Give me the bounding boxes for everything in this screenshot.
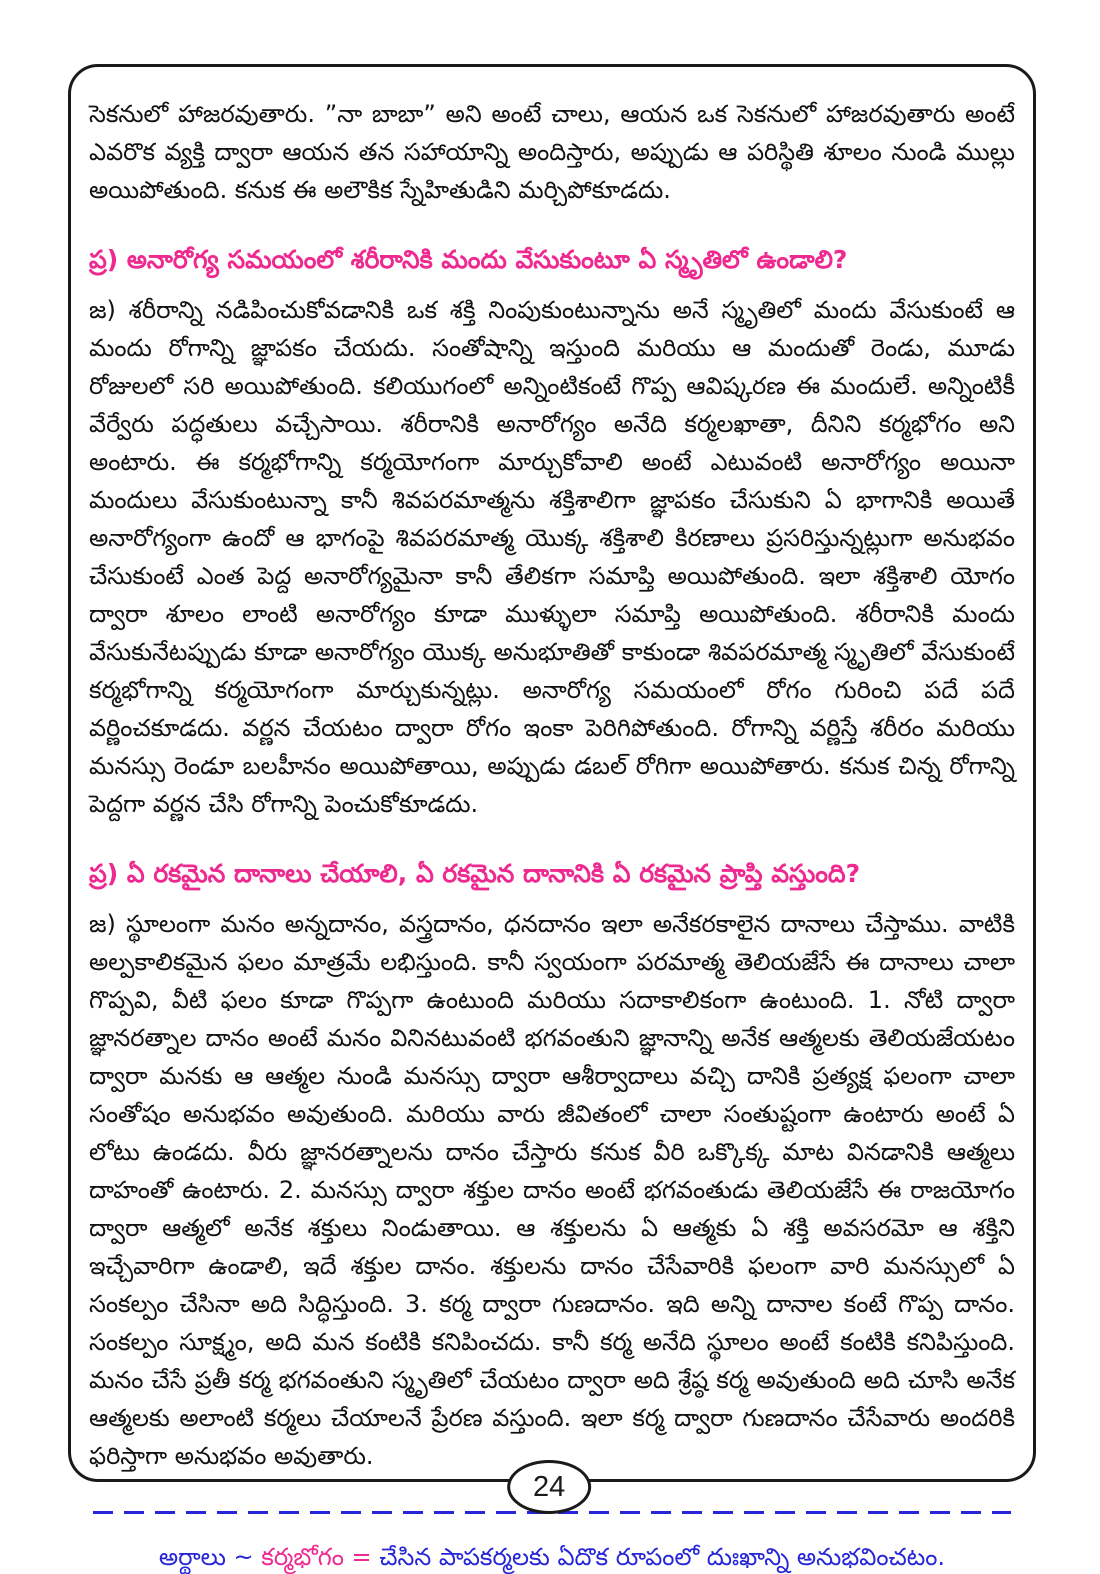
page-number-badge [507,1460,591,1514]
glossary-definition: చేసిన పాపకర్మలకు ఏదొక రూపంలో దుఃఖాన్ని అనుభవించటం. [379,1543,946,1571]
answer-2: జ) స్థూలంగా మనం అన్నదానం, వస్త్రదానం, ధనదానం ఇలా అనేకరకాలైన దానాలు చేస్తాము. వాటికి అల్పకాలికమైన ఫలం మాత్రమే లభిస్తుంది. కానీ స్వయంగా పరమాత్మ తెలియజేసే ఈ దానాలు చాలా గొప్పవి, వీటి ఫలం కూడా గొప్పగా ఉంటుంది మరియు సదాకాలికంగా ఉంటుంది. 1. నోటి ద్వారా జ్ఞానరత్నాల దానం అంటే మనం వినినటువంటి భగవంతుని జ్ఞానాన్ని అనేక ఆత్మలకు తెలియజేయటం ద్వారా మనకు ఆ ఆత్మల నుండి మనస్సు ద్వారా ఆశీర్వాదాలు వచ్చి దానికి ప్రత్యక్ష ఫలంగా చాలా సంతోషం అనుభవం అవుతుంది. మరియు వారు జీవితంలో చాలా సంతుష్టంగా ఉంటారు అంటే ఏ లోటు ఉండదు. వీరు జ్ఞానరత్నాలను దానం చేస్తారు కనుక వీరి ఒక్కొక్క మాట వినడానికి ఆత్మలు దాహంతో ఉంటారు. 2. మనస్సు ద్వారా శక్తుల దానం అంటే భగవంతుడు తెలియజేసే ఈ రాజయోగం ద్వారా ఆత్మలో అనేక శక్తులు నిండుతాయి. ఆ శక్తులను ఏ ఆత్మకు ఏ శక్తి అవసరమో ఆ శక్తిని ఇచ్చేవారిగా ఉండాలి, ఇదే శక్తుల దానం. శక్తులను దానం చేసేవారికి ఫలంగా వారి మనస్సులో ఏ సంకల్పం చేసినా అది సిద్ధిస్తుంది. 3. కర్మ ద్వారా గుణదానం. ఇది అన్ని దానాల కంటే గొప్ప దానం. సంకల్పం సూక్ష్మం, అది మన కంటికి కనిపించదు. కానీ కర్మ అనేది స్థూలం అంటే కంటికి కనిపిస్తుంది. మనం చేసే ప్రతీ కర్మ భగవంతుని స్మృతిలో చేయటం ద్వారా అది శ్రేష్ఠ కర్మ అవుతుంది అది చూసి అనేక ఆత్మలకు అలాంటి కర్మలు చేయాలనే ప్రేరణ వస్తుంది. ఇలా కర్మ ద్వారా గుణదానం చేసేవారు అందరికి ఫరిస్తాగా అనుభవం అవుతారు. [89,910,1015,1470]
answer-1: జ) శరీరాన్ని నడిపించుకోవడానికి ఒక శక్తి నింపుకుంటున్నాను అనే స్మృతిలో మందు వేసుకుంటే ఆ మందు రోగాన్ని జ్ఞాపకం చేయదు. సంతోషాన్ని ఇస్తుంది మరియు ఆ మందుతో రెండు, మూడు రోజులలో సరి అయిపోతుంది. కలియుగంలో అన్నింటికంటే గొప్ప ఆవిష్కరణ ఈ మందులే. అన్నింటికీ వేర్వేరు పద్ధతులు వచ్చేసాయి. శరీరానికి అనారోగ్యం అనేది కర్మలఖాతా, దీనిని కర్మభోగం అని అంటారు. ఈ కర్మభోగాన్ని కర్మయోగంగా మార్చుకోవాలి అంటే ఎటువంటి అనారోగ్యం అయినా మందులు వేసుకుంటున్నా కానీ శివపరమాత్మను శక్తిశాలిగా జ్ఞాపకం చేసుకుని ఏ భాగానికి అయితే అనారోగ్యంగా ఉందో ఆ భాగంపై శివపరమాత్మ యొక్క శక్తిశాలి కిరణాలు ప్రసరిస్తున్నట్లుగా అనుభవం చేసుకుంటే ఎంత పెద్ద అనారోగ్యమైనా కానీ తేలికగా సమాప్తి అయిపోతుంది. ఇలా శక్తిశాలి యోగం ద్వారా శూలం లాంటి అనారోగ్యం కూడా ముళ్ళులా సమాప్తి అయిపోతుంది. శరీరానికి మందు వేసుకునేటప్పుడు కూడా అనారోగ్యం యొక్క అనుభూతితో కాకుండా శివపరమాత్మ స్మృతిలో వేసుకుంటే కర్మభోగాన్ని కర్మయోగంగా మార్చుకున్నట్లు. అనారోగ్య సమయంలో రోగం గురించి పదే పదే వర్ణించకూడదు. వర్ణన చేయటం ద్వారా రోగం ఇంకా పెరిగిపోతుంది. రోగాన్ని వర్ణిస్తే శరీరం మరియు మనస్సు రెండూ బలహీనం అయిపోతాయి, అప్పుడు డబల్ రోగిగా అయిపోతారు. కనుక చిన్న రోగాన్ని పెద్దగా వర్ణన చేసి రోగాన్ని పెంచుకోకూడదు. [89,296,1015,818]
question-1: ప్ర) అనారోగ్య సమయంలో శరీరానికి మందు వేసుకుంటూ ఏ స్మృతిలో ఉండాలి? [89,245,848,274]
page-content [71,67,1033,1574]
intro-paragraph: సెకనులో హాజరవుతారు. ”నా బాబా” అని అంటే చాలు, ఆయన ఒక సెకనులో హాజరవుతారు అంటే ఎవరొక వ్యక్తి ద్వారా ఆయన తన సహాయాన్ని అందిస్తారు, అప్పుడు ఆ పరిస్థితి శూలం నుండి ముల్లు అయిపోతుంది. కనుక ఈ అలౌకిక స్నేహితుడిని మర్చిపోకూడదు. [89,100,1015,204]
glossary-line [89,1540,1015,1574]
question-2: ప్ర) ఏ రకమైన దానాలు చేయాలి, ఏ రకమైన దానానికి ఏ రకమైన ప్రాప్తి వస్తుంది? [89,859,861,888]
glossary-term: కర్మభోగం = [261,1543,380,1571]
page-number: 24 [533,1470,566,1503]
glossary-label: అర్థాలు ~ [158,1543,262,1571]
